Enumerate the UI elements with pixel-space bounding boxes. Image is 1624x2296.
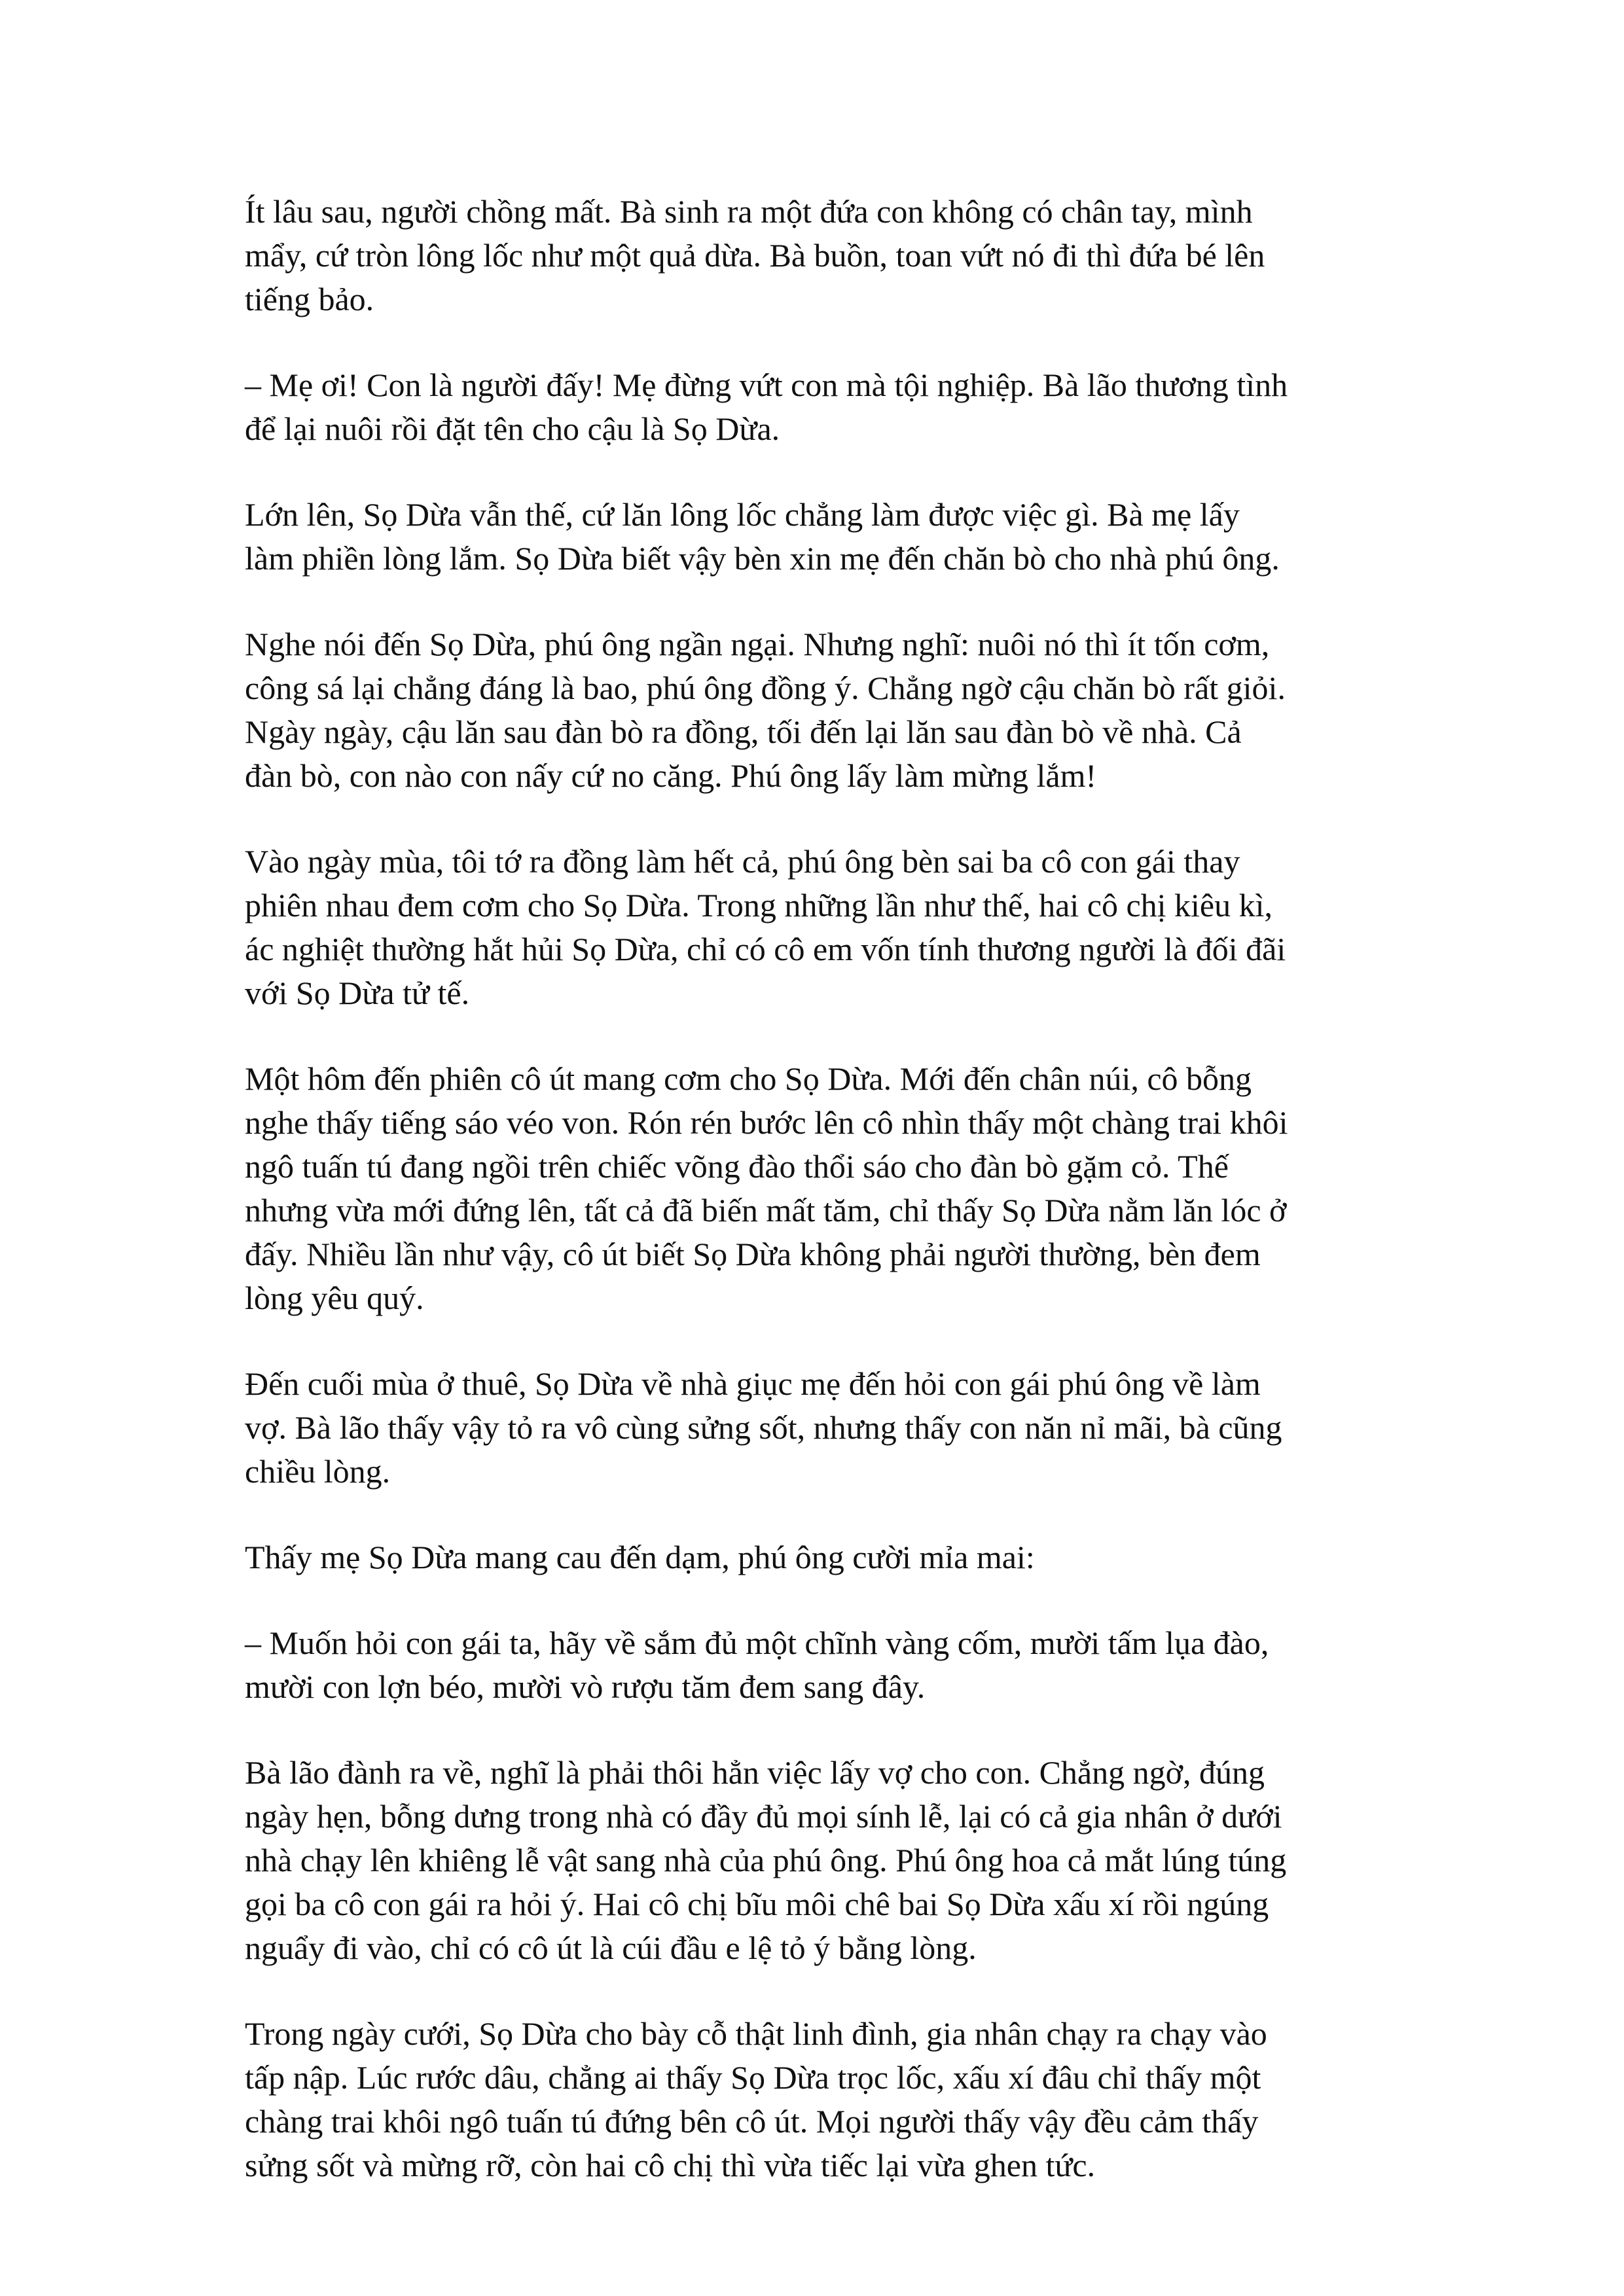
paragraph [245, 493, 1405, 581]
text-line: ác nghiệt thường hắt hủi Sọ Dừa, chỉ có cô em vốn tính thương người là đối đãi [245, 931, 1286, 967]
text-line: chiều lòng. [245, 1453, 391, 1490]
paragraph [245, 1057, 1405, 1320]
paragraph [245, 1535, 1405, 1579]
paragraph [245, 2012, 1405, 2187]
text-line: gọi ba cô con gái ra hỏi ý. Hai cô chị bĩu môi chê bai Sọ Dừa xấu xí rồi ngúng [245, 1886, 1269, 1922]
text-line: với Sọ Dừa tử tế. [245, 975, 470, 1011]
text-line: Một hôm đến phiên cô út mang cơm cho Sọ Dừa. Mới đến chân núi, cô bỗng [245, 1060, 1252, 1097]
text-line: nhà chạy lên khiêng lễ vật sang nhà của phú ông. Phú ông hoa cả mắt lúng túng [245, 1842, 1287, 1878]
paragraph [245, 622, 1405, 798]
story-text [245, 190, 1405, 2187]
text-line: ngô tuấn tú đang ngồi trên chiếc võng đào thổi sáo cho đàn bò gặm cỏ. Thế [245, 1148, 1229, 1185]
text-line: ngày hẹn, bỗng dưng trong nhà có đầy đủ mọi sính lễ, lại có cả gia nhân ở dưới [245, 1798, 1282, 1835]
text-line: đấy. Nhiều lần như vậy, cô út biết Sọ Dừa không phải người thường, bèn đem [245, 1236, 1261, 1272]
text-line: nguẩy đi vào, chỉ có cô út là cúi đầu e lệ tỏ ý bằng lòng. [245, 1929, 977, 1966]
text-line: Ngày ngày, cậu lăn sau đàn bò ra đồng, tối đến lại lăn sau đàn bò về nhà. Cả [245, 713, 1242, 750]
text-line: lòng yêu quý. [245, 1280, 424, 1316]
text-line: đàn bò, con nào con nấy cứ no căng. Phú ông lấy làm mừng lắm! [245, 757, 1097, 794]
text-line: tấp nập. Lúc rước dâu, chẳng ai thấy Sọ Dừa trọc lốc, xấu xí đâu chỉ thấy một [245, 2059, 1261, 2096]
text-line: sửng sốt và mừng rỡ, còn hai cô chị thì vừa tiếc lại vừa ghen tức. [245, 2147, 1096, 2183]
text-line: để lại nuôi rồi đặt tên cho cậu là Sọ Dừa. [245, 410, 780, 447]
text-line: nghe thấy tiếng sáo véo von. Rón rén bước lên cô nhìn thấy một chàng trai khôi [245, 1104, 1288, 1141]
text-line: làm phiền lòng lắm. Sọ Dừa biết vậy bèn xin mẹ đến chăn bò cho nhà phú ông. [245, 540, 1280, 577]
paragraph [245, 1362, 1405, 1494]
text-line: Thấy mẹ Sọ Dừa mang cau đến dạm, phú ông cười mỉa mai: [245, 1539, 1035, 1575]
text-line: – Muốn hỏi con gái ta, hãy về sắm đủ một chĩnh vàng cốm, mười tấm lụa đào, [245, 1624, 1269, 1661]
paragraph [245, 1751, 1405, 1970]
text-line: – Mẹ ơi! Con là người đấy! Mẹ đừng vứt con mà tội nghiệp. Bà lão thương tình [245, 367, 1288, 403]
text-line: nhưng vừa mới đứng lên, tất cả đã biến mất tăm, chỉ thấy Sọ Dừa nằm lăn lóc ở [245, 1192, 1287, 1229]
text-line: phiên nhau đem cơm cho Sọ Dừa. Trong những lần như thế, hai cô chị kiêu kì, [245, 887, 1273, 924]
text-line: Đến cuối mùa ở thuê, Sọ Dừa về nhà giục mẹ đến hỏi con gái phú ông về làm [245, 1365, 1261, 1402]
paragraph [245, 1621, 1405, 1709]
text-line: Bà lão đành ra về, nghĩ là phải thôi hẳn việc lấy vợ cho con. Chẳng ngờ, đúng [245, 1754, 1265, 1791]
paragraph [245, 190, 1405, 321]
text-line: công sá lại chẳng đáng là bao, phú ông đồng ý. Chẳng ngờ cậu chăn bò rất giỏi. [245, 670, 1286, 706]
text-line: Ít lâu sau, người chồng mất. Bà sinh ra một đứa con không có chân tay, mình [245, 193, 1253, 230]
text-line: vợ. Bà lão thấy vậy tỏ ra vô cùng sửng sốt, nhưng thấy con năn nỉ mãi, bà cũng [245, 1409, 1282, 1446]
text-line: mẩy, cứ tròn lông lốc như một quả dừa. Bà buồn, toan vứt nó đi thì đứa bé lên [245, 237, 1265, 274]
text-line: Nghe nói đến Sọ Dừa, phú ông ngần ngại. Nhưng nghĩ: nuôi nó thì ít tốn cơm, [245, 626, 1270, 662]
text-line: tiếng bảo. [245, 281, 374, 317]
text-line: mười con lợn béo, mười vò rượu tăm đem sang đây. [245, 1668, 926, 1705]
paragraph [245, 363, 1405, 451]
text-line: Lớn lên, Sọ Dừa vẫn thế, cứ lăn lông lốc chẳng làm được việc gì. Bà mẹ lấy [245, 496, 1240, 533]
text-line: Vào ngày mùa, tôi tớ ra đồng làm hết cả, phú ông bèn sai ba cô con gái thay [245, 843, 1240, 880]
text-line: chàng trai khôi ngô tuấn tú đứng bên cô út. Mọi người thấy vậy đều cảm thấy [245, 2103, 1259, 2140]
text-line: Trong ngày cưới, Sọ Dừa cho bày cỗ thật linh đình, gia nhân chạy ra chạy vào [245, 2015, 1267, 2052]
paragraph [245, 840, 1405, 1015]
